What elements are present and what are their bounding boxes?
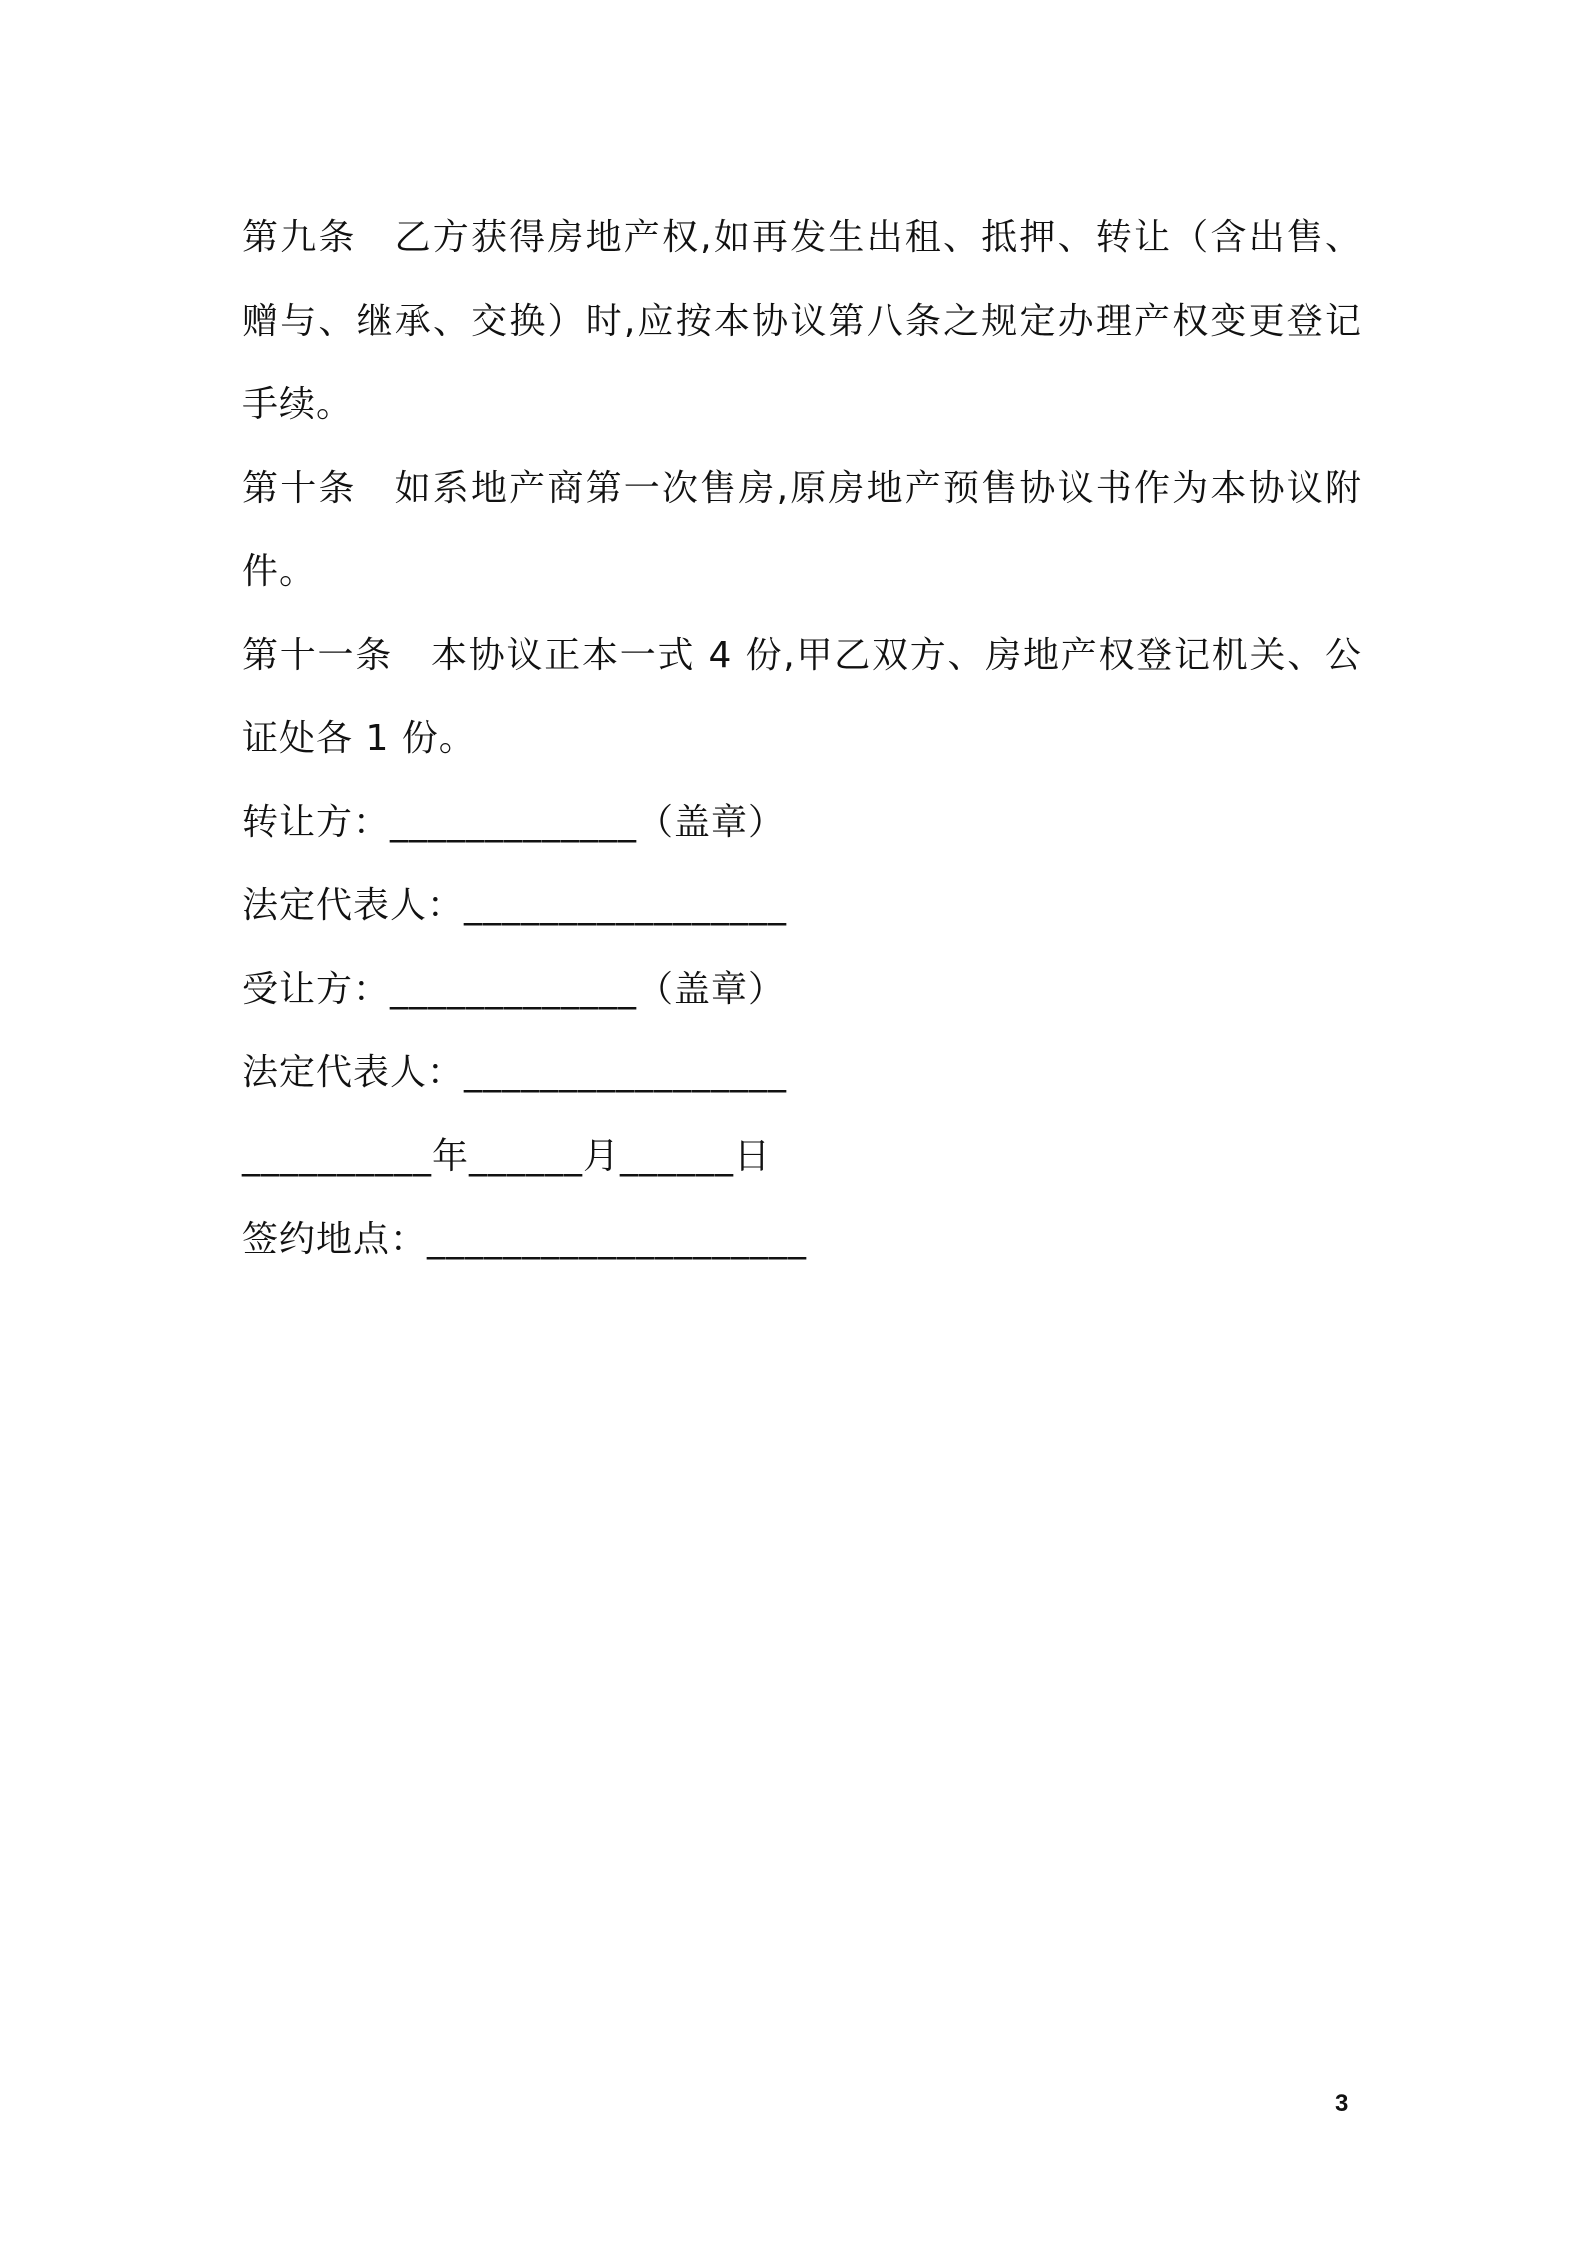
- document-body: [242, 196, 1362, 1282]
- article-number: 第十一条: [242, 634, 393, 676]
- page-number: 3: [1335, 2090, 1349, 2117]
- article-11: [242, 614, 1362, 781]
- article-text: 如系地产商第一次售房,原房地产预售协议书作为本协议附件。: [242, 467, 1362, 592]
- transferee-line: 受让方：_____________（盖章）: [242, 968, 786, 1010]
- article-text: 乙方获得房地产权,如再发生出租、抵押、转让（含出售、赠与、继承、交换）时,应按本协议第八条之规定办理产权变更登记手续。: [242, 217, 1362, 425]
- article-number: 第九条: [242, 217, 357, 258]
- article-number: 第十条: [242, 467, 357, 509]
- transferor-line: 转让方：_____________（盖章）: [242, 801, 786, 843]
- transferor-rep-line: 法定代表人：_________________: [242, 885, 788, 926]
- signing-place-line: 签约地点：____________________: [242, 1219, 808, 1260]
- transferee-rep-line: 法定代表人：_________________: [242, 1052, 788, 1093]
- article-10: [242, 447, 1362, 614]
- article-text: 本协议正本一式 4 份,甲乙双方、房地产权登记机关、公证处各 1 份。: [242, 634, 1362, 759]
- article-9: [242, 196, 1362, 447]
- date-line: __________年______月______日: [242, 1135, 771, 1177]
